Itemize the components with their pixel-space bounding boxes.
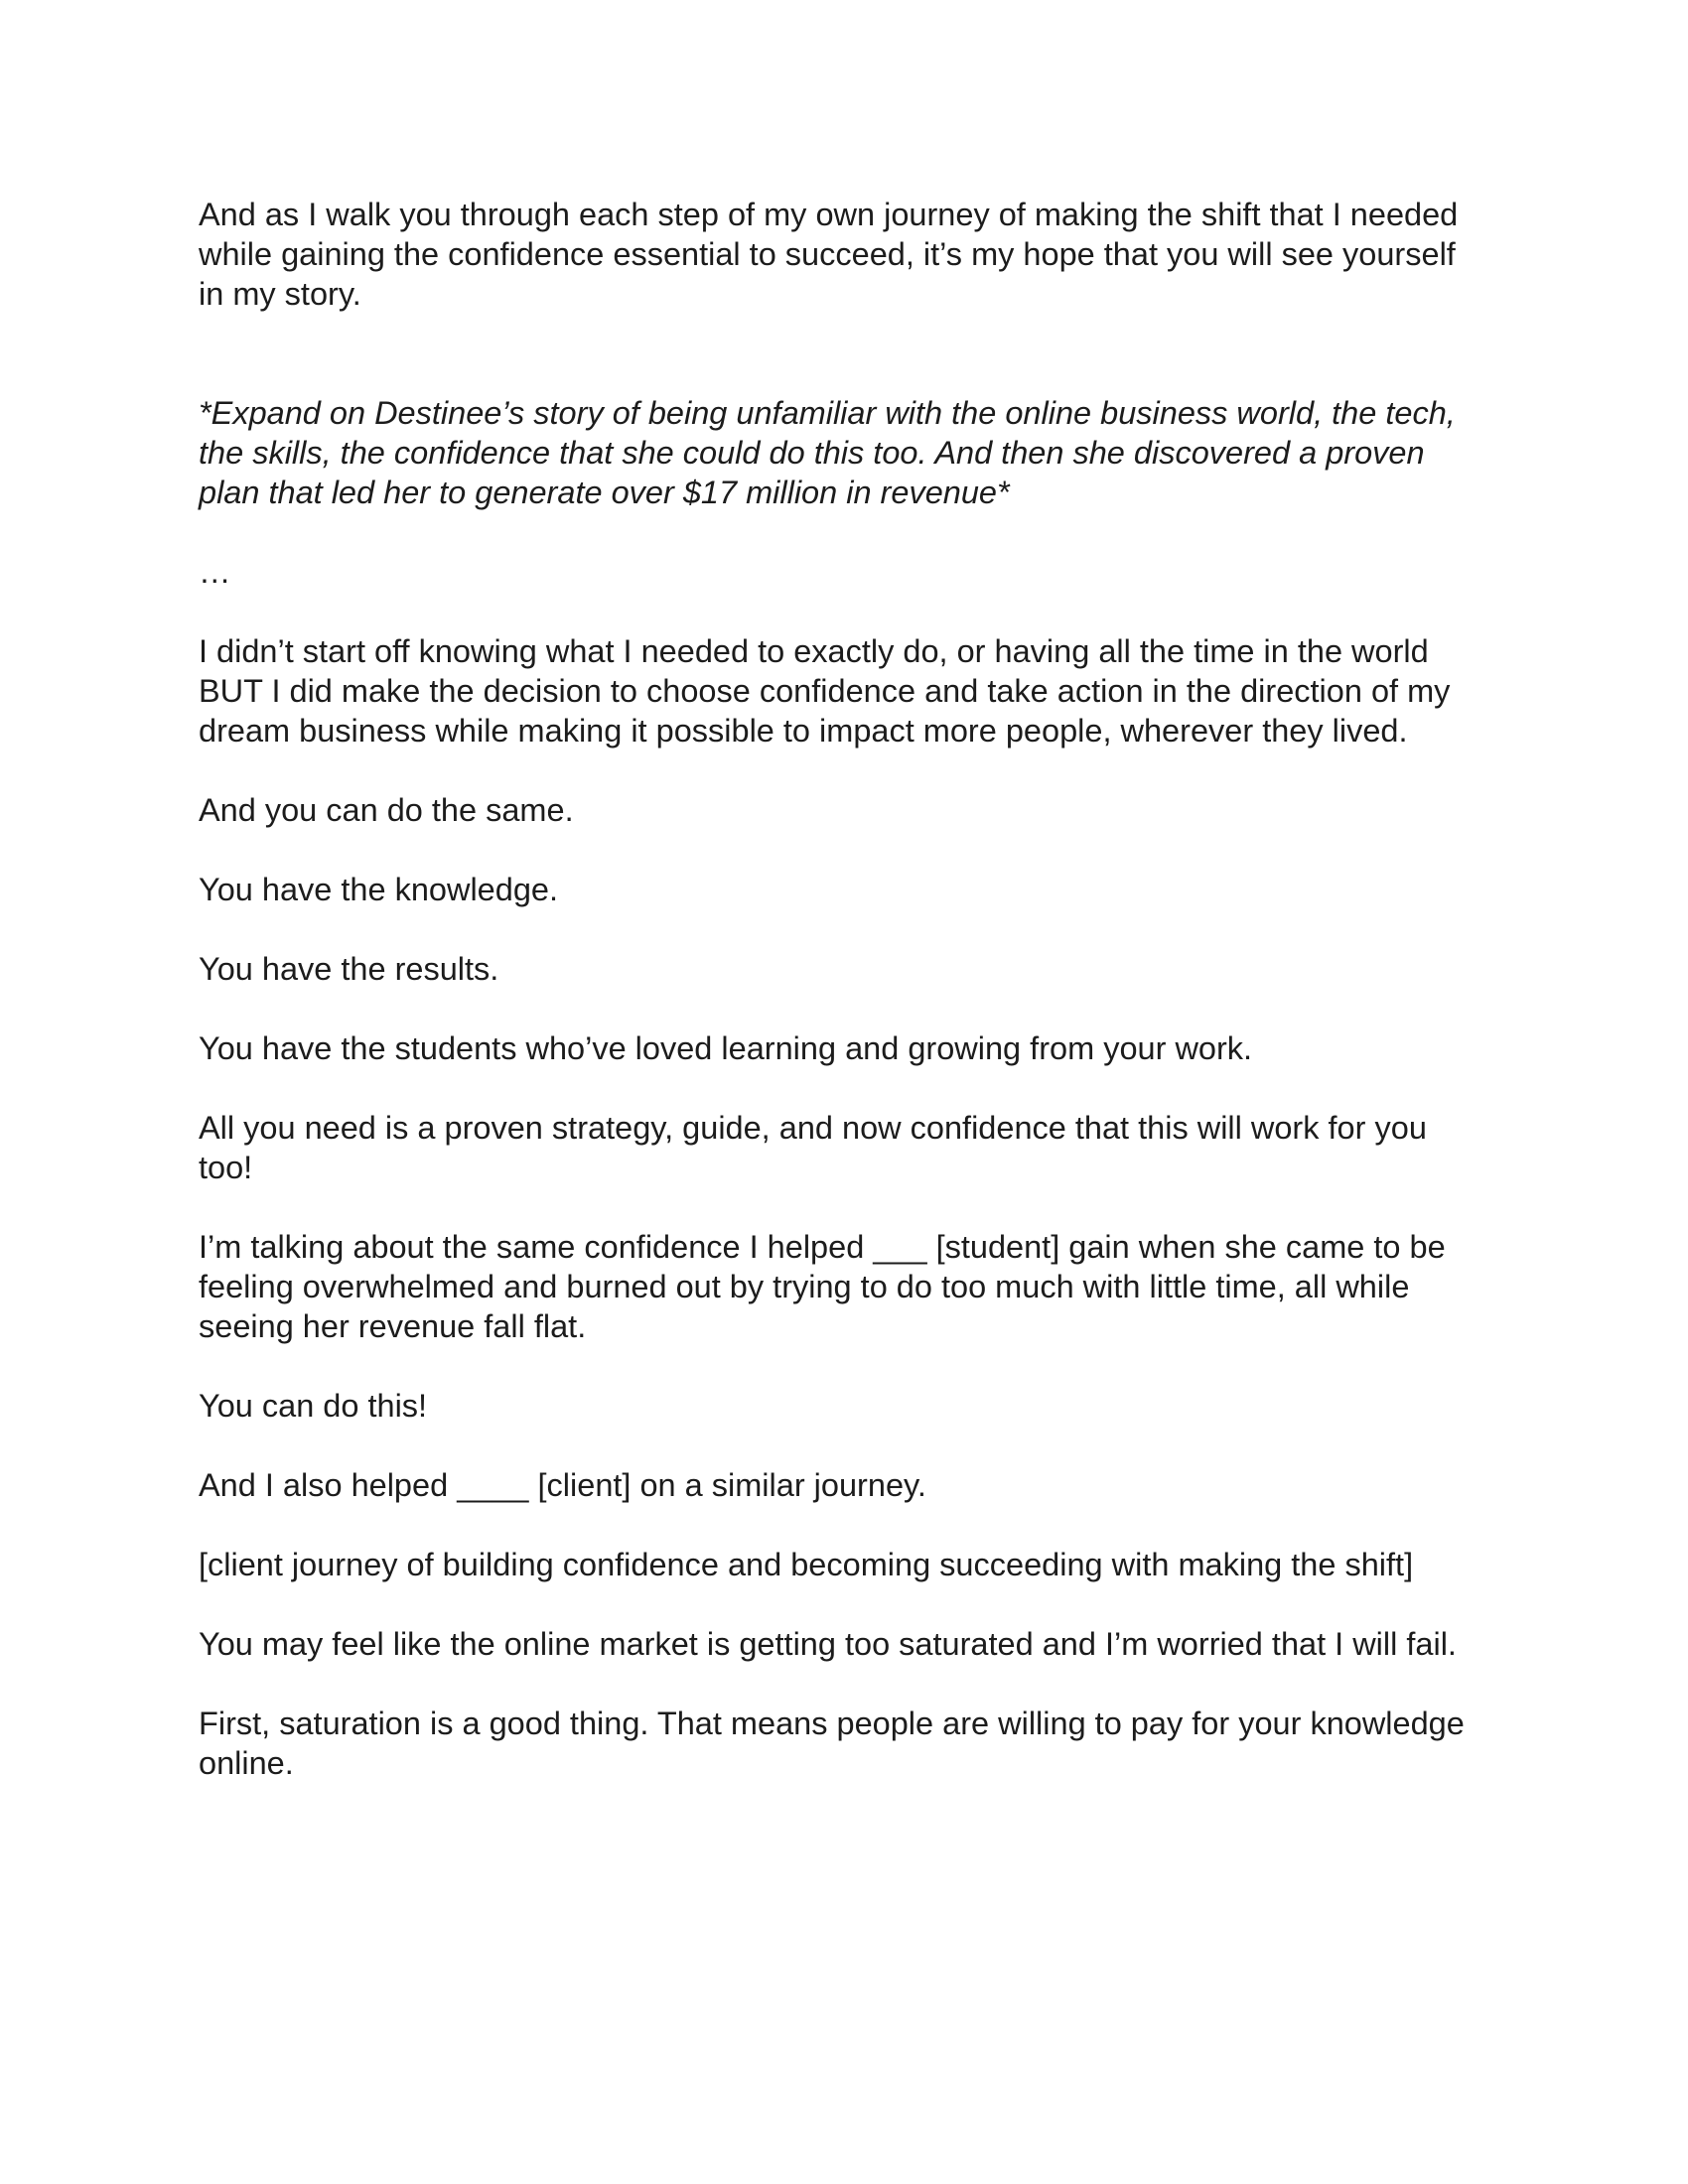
paragraph-client: And I also helped ____ [client] on a similar journey.: [199, 1467, 926, 1503]
paragraph-students: You have the students who’ve loved learning and growing from your work.: [199, 1030, 1253, 1066]
paragraph-story-note: *Expand on Destinee’s story of being unfamiliar with the online business world, the tech, the skills, the confidence that she could do this too. And then she discovered a proven plan that led her to generate over $17 million in revenue*: [199, 395, 1456, 510]
paragraph-encouragement: You can do this!: [199, 1388, 428, 1424]
paragraph-intro: And as I walk you through each step of my own journey of making the shift that I needed while gaining the confidence essential to succeed, it’s my hope that you will see yourself in my story.: [199, 197, 1459, 312]
paragraph-results: You have the results.: [199, 951, 499, 987]
paragraph-strategy: All you need is a proven strategy, guide, and now confidence that this will work for you too!: [199, 1110, 1427, 1185]
document-body: [199, 195, 1489, 1823]
paragraph-saturation-good: First, saturation is a good thing. That means people are willing to pay for your knowledge online.: [199, 1706, 1465, 1781]
paragraph-knowledge: You have the knowledge.: [199, 872, 559, 907]
paragraph-student-example: I’m talking about the same confidence I helped ___ [student] gain when she came to be feeling overwhelmed and burned out by trying to do too much with little time, all while seeing her revenue fall flat.: [199, 1229, 1446, 1344]
paragraph-ellipsis: …: [199, 554, 231, 590]
paragraph-client-journey: [client journey of building confidence and becoming succeeding with making the shift]: [199, 1547, 1414, 1582]
paragraph-start: I didn’t start off knowing what I needed to exactly do, or having all the time in the world BUT I did make the decision to choose confidence and take action in the direction of my dream business while making it possible to impact more people, wherever they lived.: [199, 633, 1451, 749]
paragraph-saturation-worry: You may feel like the online market is getting too saturated and I’m worried that I will fail.: [199, 1626, 1457, 1662]
paragraph-same: And you can do the same.: [199, 792, 574, 828]
